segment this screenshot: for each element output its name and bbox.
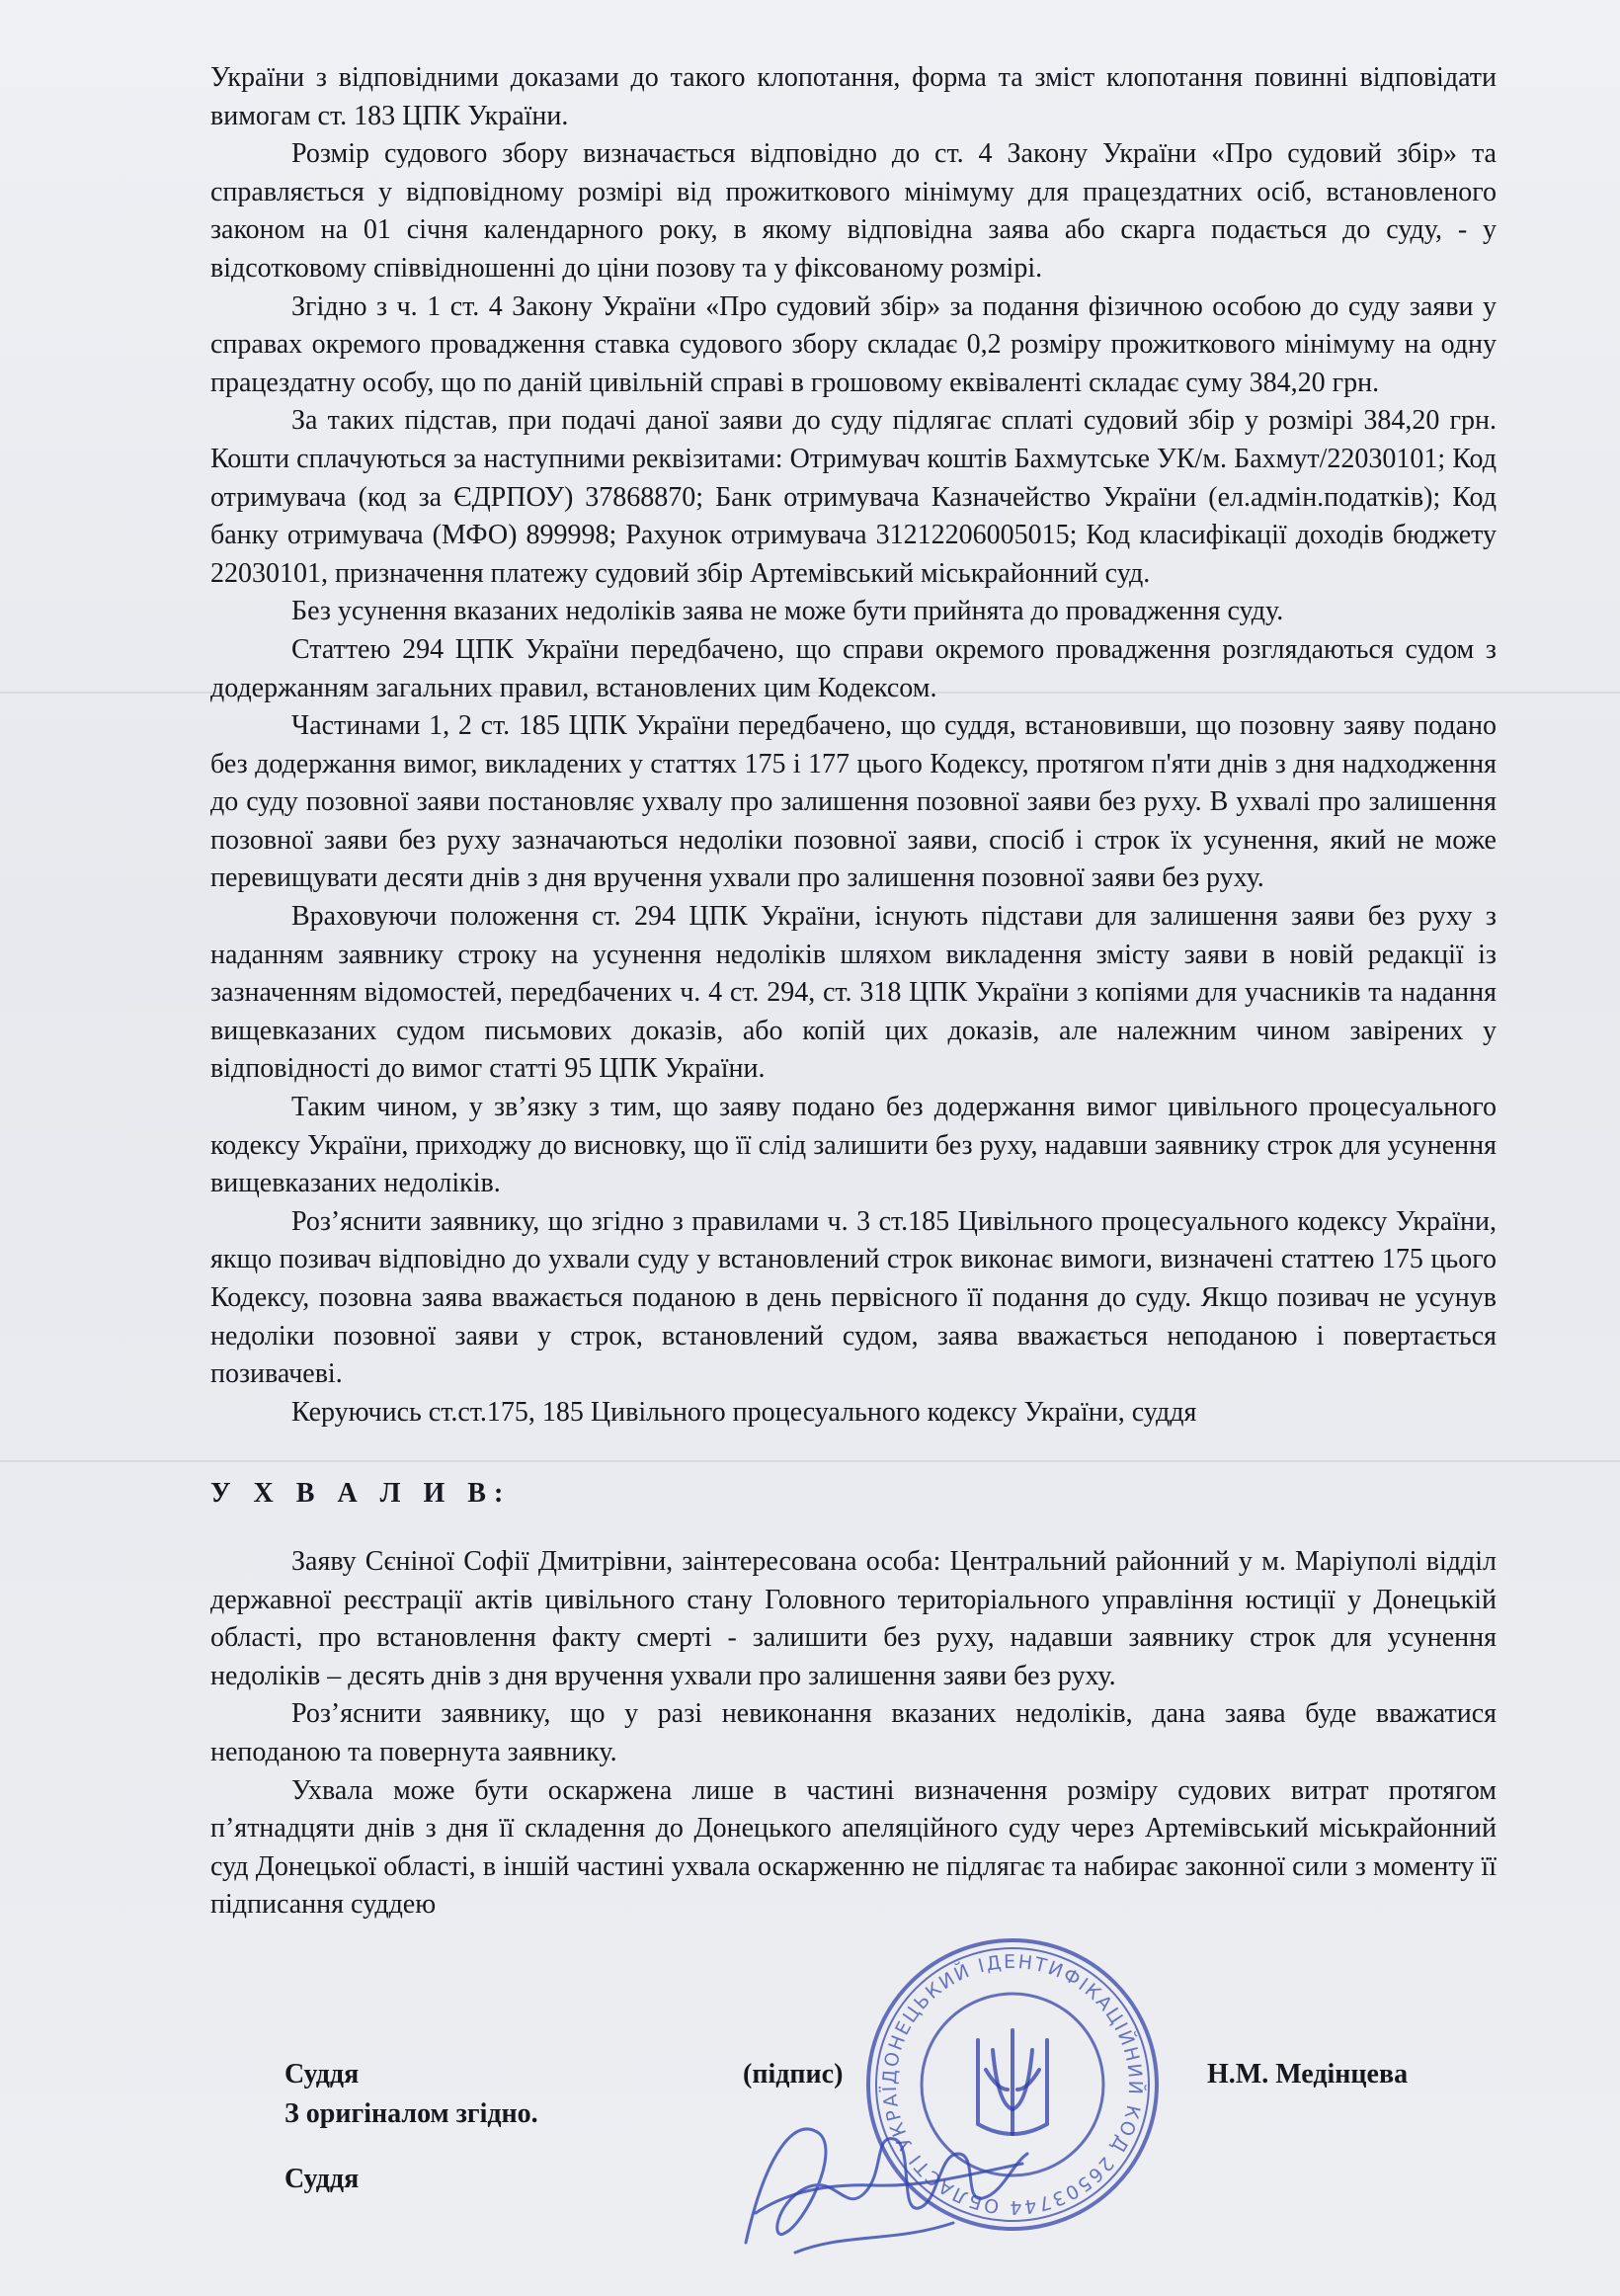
judge-name: Н.М. Медінцева — [1207, 2059, 1409, 2090]
decision-paragraph: Роз’яснити заявнику, що у разі невиконання вказаних недоліків, дана заява буде вважатися неподаною та повернута заявнику. — [210, 1698, 1497, 1767]
signature-note: (підпис) — [743, 2059, 844, 2090]
document-body — [210, 59, 1497, 1925]
seal-ring-text: ДОНЕЦЬКИЙ ІДЕНТИФІКАЦІЙНИЙ КОД 26503744 ОБЛАСТІ УКРАЇ — [878, 1950, 1147, 2219]
copy-certification: З оригіналом згідно. — [284, 2098, 538, 2129]
signature-scribble-icon — [726, 2094, 1042, 2262]
decision-heading: У Х В А Л И В: — [210, 1478, 512, 1510]
paragraph: За таких підстав, при подачі даної заяви до суду підлягає сплаті судовий збір у розмірі 384,20 грн. Кошти сплачуються за наступними реквізитами: Отримувач коштів Бахмутське УК/м. Бахмут/22030101; Код отримувача (код за ЄДРПОУ) 37868870; Банк отримувача Казначейство України (ел.адмін.податків); Код банку отримувача (МФО) 899998; Рахунок отримувача 31212206005015; Код класифікації доходів бюджету 22030101, призначення платежу судовий збір Артемівський міськрайонний суд. — [210, 405, 1497, 589]
paragraph: Частинами 1, 2 ст. 185 ЦПК України передбачено, що суддя, встановивши, що позовну заяву подано без додержання вимог, викладених у статтях 175 і 177 цього Кодексу, протягом п'яти днів з дня надходження до суду позовної заяви постановляє ухвалу про залишення позовної заяви без руху. В ухвалі про залишення позовної заяви без руху зазначаються недоліки позовної заяви, спосіб і строк їх усунення, який не може перевищувати десяти днів з дня вручення ухвали про залишення позовної заяви без руху. — [210, 710, 1497, 894]
judge-label: Суддя — [284, 2059, 360, 2090]
paragraph: України з відповідними доказами до такого клопотання, форма та зміст клопотання повинні відповідати вимогам ст. 183 ЦПК України. — [210, 62, 1497, 131]
decision-paragraph: Заяву Сєніної Софії Дмитрівни, заінтересована особа: Центральний районний у м. Маріуполі відділ державної реєстрації актів цивільного стану Головного територіального управління юстиції у Донецькій області, про встановлення факту смерті - залишити без руху, надавши заявнику строк для усунення недоліків – десять днів з дня вручення ухвали про залишення заяви без руху. — [210, 1545, 1497, 1691]
decision-paragraph: Ухвала може бути оскаржена лише в частині визначення розміру судових витрат протягом п’ятнадцяти днів з дня її складення до Донецького апеляційного суду через Артемівський міськрайонний суд Донецької області, в іншій частині ухвала оскарженню не підлягає та набирає законної сили з моменту її підписання суддею — [210, 1774, 1497, 1921]
judge-label-2: Суддя — [284, 2164, 360, 2194]
paragraph: Без усунення вказаних недоліків заява не може бути прийнята до провадження суду. — [291, 596, 1284, 627]
paragraph: Роз’яснити заявнику, що згідно з правилами ч. 3 ст.185 Цивільного процесуального кодексу України, якщо позивач відповідно до ухвали суду у встановлений строк виконає вимоги, визначені статтею 175 цього Кодексу, позовна заява вважається поданою в день первісного її подання до суду. Якщо позивач не усунув недоліки позовної заяви у строк, встановлений судом, заява вважається неподаною і повертається позивачеві. — [210, 1205, 1497, 1390]
paragraph: Враховуючи положення ст. 294 ЦПК України, існують підстави для залишення заяви без руху з наданням заявнику строку на усунення недоліків шляхом викладення змісту заяви в новій редакції із зазначенням відомостей, передбачених ч. 4 ст. 294, ст. 318 ЦПК України з копіями для учасників та надання вищевказаних судом письмових доказів, або копій цих доказів, але належним чином завірених у відповідності до вимог статті 95 ЦПК України. — [210, 901, 1497, 1085]
paragraph: Статтею 294 ЦПК України передбачено, що справи окремого провадження розглядаються судом з додержанням загальних правил, встановлених цим Кодексом. — [210, 633, 1497, 703]
paragraph: Таким чином, у зв’язку з тим, що заяву подано без додержання вимог цивільного процесуального кодексу України, приходжу до висновку, що її слід залишити без руху, надавши заявнику строк для усунення вищевказаних недоліків. — [210, 1092, 1497, 1199]
paragraph: Розмір судового збору визначається відповідно до ст. 4 Закону України «Про судовий збір» та справляється у відповідному розмірі від прожиткового мінімуму для працездатних осіб, встановленого законом на 01 січня календарного року, в якому відповідна заява або скарга подається до суду, - у відсотковому співвідношенні до ціни позову та у фіксованому розмірі. — [210, 138, 1497, 284]
paragraph: Згідно з ч. 1 ст. 4 Закону України «Про судовий збір» за подання фізичною особою до суду заяви у справах окремого провадження ставка судового збору складає 0,2 розміру прожиткового мінімуму на одну працездатну особу, що по даній цивільній справі в грошовому еквіваленті складає суму 384,20 грн. — [210, 290, 1497, 398]
handwritten-signature — [726, 2094, 1042, 2262]
paragraph: Керуючись ст.ст.175, 185 Цивільного процесуального кодексу України, суддя — [291, 1396, 1197, 1428]
